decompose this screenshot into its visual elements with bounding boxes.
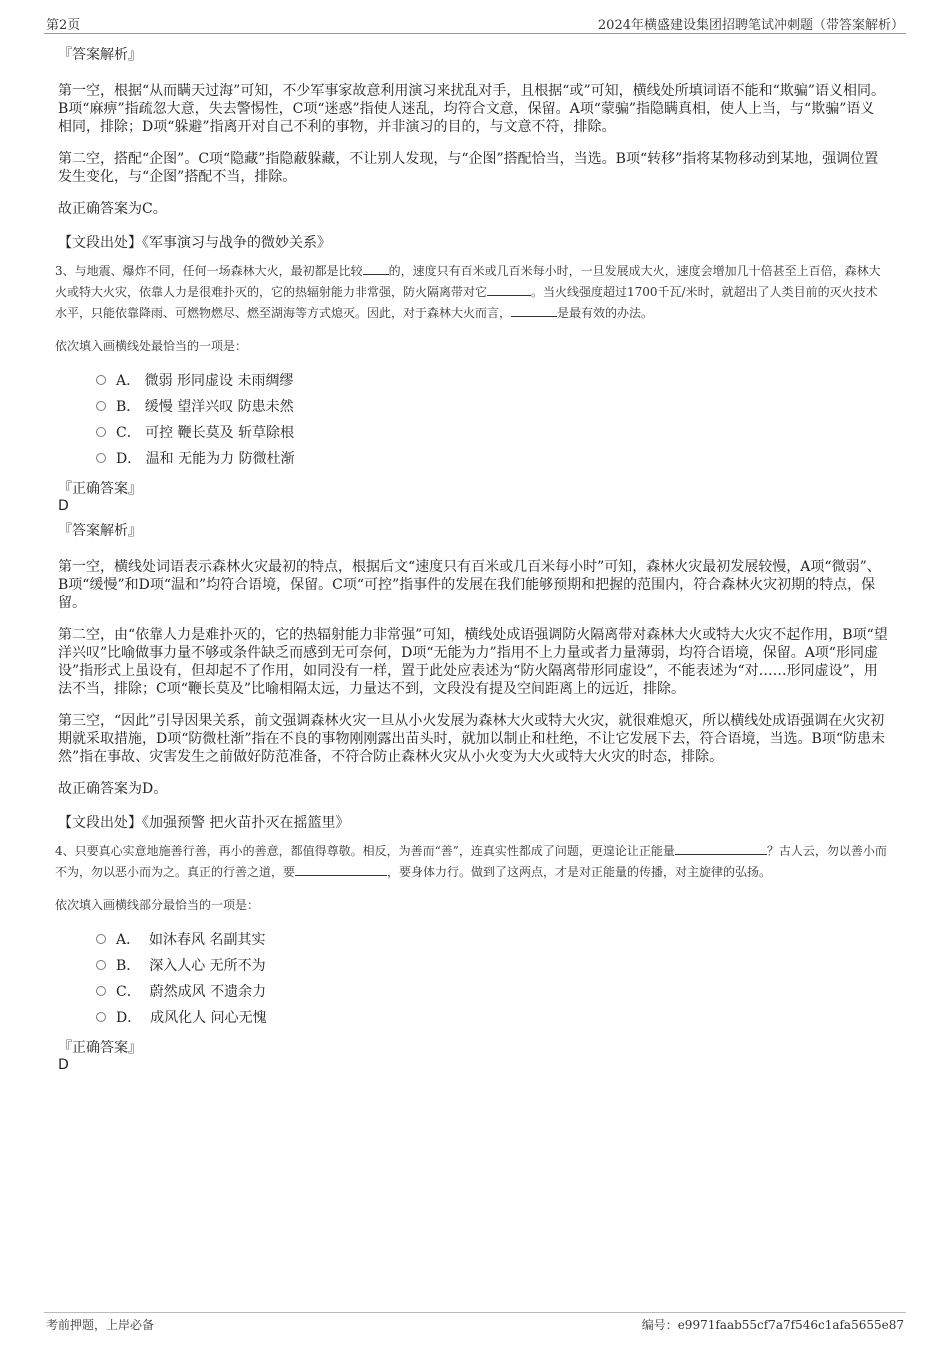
q3-prompt: 依次填入画横线处最恰当的一项是：	[55, 339, 248, 353]
footer-slogan: 考前押题，上岸必备	[46, 1318, 155, 1332]
q3-option-a[interactable]: A． 微弱 形同虚设 未雨绸缪	[96, 368, 888, 394]
q3-conclusion: 故正确答案为D。	[58, 781, 168, 797]
q3-correct-label: 『正确答案』	[58, 481, 142, 497]
q3-analysis-para-2: 第二空，由“依靠人力是难扑灭的，它的热辐射能力非常强”可知，横线处成语强调防火隔离带对森林大火或特大火灾不起作用，B项“望洋兴叹”比喻做事力量不够或条件缺乏而感到无可奈何，D项“无能为力”指用不上力量或者力量薄弱，均符合语境，保留。A项“形同虚设”指形式上虽设有，但却起不了作用，如同没有一样，置于此处应表述为“防火隔离带形同虚设”，不能表述为“对……形同虚设”，用法不当，排除；C项“鞭长莫及”比喻相隔太远，力量达不到，文段没有提及空间距离上的远近，排除。	[58, 627, 888, 697]
q4-prompt: 依次填入画横线部分最恰当的一项是：	[55, 898, 260, 912]
q3-option-c[interactable]: C． 可控 鞭长莫及 斩草除根	[96, 420, 888, 446]
radio-icon[interactable]	[96, 986, 106, 996]
q4-option-d[interactable]: D． 成风化人 问心无愧	[96, 1005, 888, 1031]
q4-answer: D	[58, 1057, 69, 1073]
radio-icon[interactable]	[96, 401, 106, 411]
q4-stem: 4、只要真心实意地施善行善，再小的善意，都值得尊敬。相反，为善而“善”，连真实性都成了问题，更遑论让正能量 ？古人云，勿以善小而不为，勿以恶小而为之。真正的行善之道，要 ，要身体力行。做到了这两点，才是对正能量的传播，对主旋律的弘扬。	[55, 841, 888, 883]
radio-icon[interactable]	[96, 427, 106, 437]
blank-line	[363, 261, 389, 275]
q3-analysis-label: 『答案解析』	[58, 523, 142, 539]
radio-icon[interactable]	[96, 960, 106, 970]
q2-source: 【文段出处】《军事演习与战争的微妙关系》	[58, 235, 331, 251]
q3-source-title: 《加强预警 把火苗扑灭在摇篮里》	[142, 815, 350, 831]
radio-icon[interactable]	[96, 453, 106, 463]
q3-analysis-para-3: 第三空，“因此”引导因果关系，前文强调森林火灾一旦从小火发展为森林大火或特大火灾，就很难熄灭，所以横线处成语强调在火灾初期就采取措施，D项“防微杜渐”指在不良的事物刚刚露出苗头时，就加以制止和杜绝，不让它发展下去，符合语境，当选。B项“防患未然”指在事故、灾害发生之前做好防范准备，不符合防止森林火灾从小火变为大火或特大火灾的时态，排除。	[58, 713, 885, 765]
blank-line	[675, 841, 767, 855]
page-content	[55, 44, 888, 1079]
q3-option-d[interactable]: D． 温和 无能为力 防微杜渐	[96, 446, 888, 472]
radio-icon[interactable]	[96, 934, 106, 944]
q2-source-title: 《军事演习与战争的微妙关系》	[142, 235, 331, 251]
q4-option-b[interactable]: B． 深入人心 无所不为	[96, 953, 888, 979]
q3-option-b[interactable]: B． 缓慢 望洋兴叹 防患未然	[96, 394, 888, 420]
radio-icon[interactable]	[96, 375, 106, 385]
blank-line	[295, 862, 387, 876]
q4-correct-label: 『正确答案』	[58, 1040, 142, 1056]
q2-analysis-para-2: 第二空，搭配“企图”。C项“隐藏”指隐蔽躲藏，不让别人发现，与“企图”搭配恰当，当选。B项“转移”指将某物移动到某地，强调位置发生变化，与“企图”搭配不当，排除。	[58, 151, 879, 185]
document-code: 编号：e9971faab55cf7a7f546c1afa5655e87	[641, 1318, 904, 1332]
q3-stem: 3、与地震、爆炸不同，任何一场森林大火，最初都是比较 的，速度只有百米或几百米每小时，一旦发展成大火，速度会增加几十倍甚至上百倍，森林大火或特大火灾，依靠人力是很难扑灭的，它的热辐射能力非常强，防火隔离带对它 。当火线强度超过1700千瓦/米时，就超出了人类目前的灭火技术水平，只能依靠降雨、可燃物燃尽、燃至湖海等方式熄灭。因此，对于森林大火而言， 是最有效的办法。	[55, 261, 888, 324]
q2-conclusion: 故正确答案为C。	[58, 201, 167, 217]
q4-option-c[interactable]: C． 蔚然成风 不遗余力	[96, 979, 888, 1005]
q3-source: 【文段出处】《加强预警 把火苗扑灭在摇篮里》	[58, 815, 350, 831]
document-title: 2024年横盛建设集团招聘笔试冲刺题（带答案解析）	[597, 18, 904, 33]
page-footer	[44, 1312, 906, 1335]
radio-icon[interactable]	[96, 1012, 106, 1022]
page-number: 第2页	[46, 18, 81, 33]
page-header	[44, 13, 906, 34]
q4-option-a[interactable]: A． 如沐春风 名副其实	[96, 927, 888, 953]
q2-analysis-para-1: 第一空，根据“从而瞒天过海”可知，不少军事家故意利用演习来扰乱对手，且根据“或”可知，横线处所填词语不能和“欺骗”语义相同。B项“麻痹”指疏忽大意，失去警惕性，C项“迷惑”指使人迷乱，均符合文意，保留。A项“蒙骗”指隐瞒真相，使人上当，与“欺骗”语义相同，排除；D项“躲避”指离开对自己不利的事物，并非演习的目的，与文意不符，排除。	[58, 83, 885, 135]
blank-line	[511, 303, 557, 317]
q3-answer: D	[58, 498, 69, 514]
q2-analysis-label: 『答案解析』	[58, 47, 142, 63]
blank-line	[487, 282, 531, 296]
q3-analysis-para-1: 第一空，横线处词语表示森林火灾最初的特点，根据后文“速度只有百米或几百米每小时”可知，森林火灾最初发展较慢，A项“微弱”、B项“缓慢”和D项“温和”均符合语境，保留。C项“可控”指事件的发展在我们能够预期和把握的范围内，符合森林火灾初期的特点，保留。	[58, 559, 881, 611]
